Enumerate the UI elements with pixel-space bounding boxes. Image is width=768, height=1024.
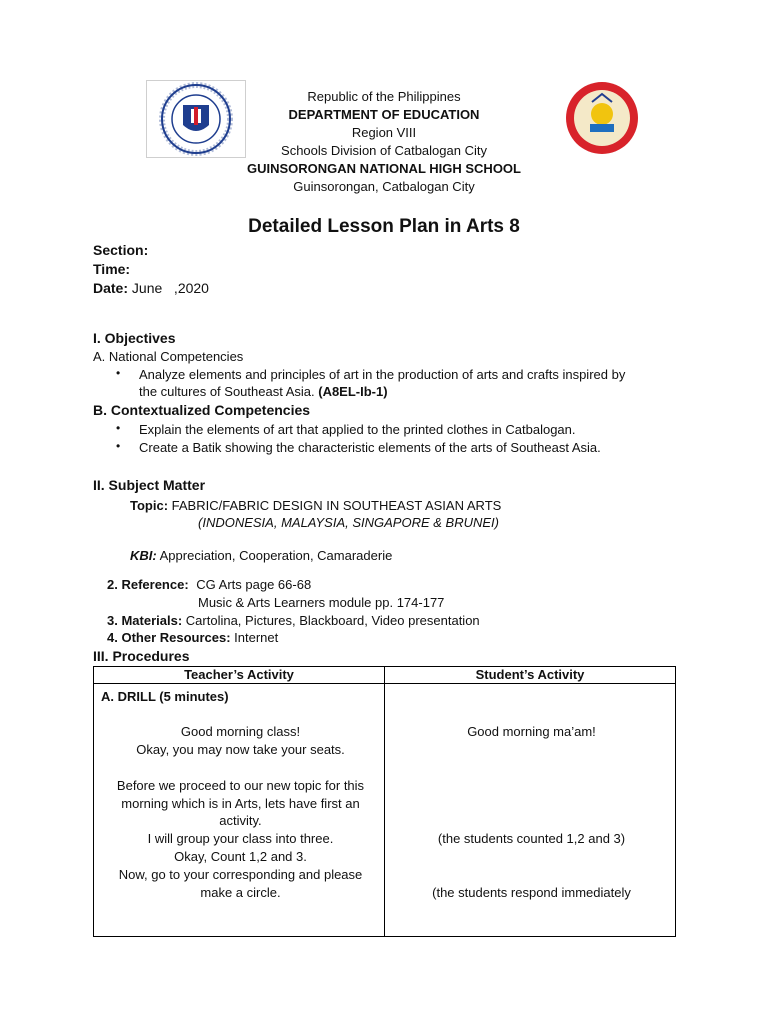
national-item-code: (A8EL-Ib-1) (318, 384, 388, 399)
contextualized-item-1: Explain the elements of art that applied to the printed clothes in Catbalogan. (139, 422, 576, 437)
section-label: Section: (93, 242, 149, 258)
teacher-line: Okay, Count 1,2 and 3. (174, 849, 307, 864)
teacher-line: Now, go to your corresponding and please (118, 867, 363, 882)
topic-countries: (INDONESIA, MALAYSIA, SINGAPORE & BRUNEI) (198, 515, 499, 530)
teacher-line: Before we proceed to our new topic for this (116, 778, 365, 793)
header-division: Schools Division of Catbalogan City (281, 143, 487, 158)
drill-label: A. DRILL (5 minutes) (101, 689, 229, 704)
header-department: DEPARTMENT OF EDUCATION (288, 107, 480, 122)
student-line: (the students counted 1,2 and 3) (437, 831, 626, 846)
contextualized-item-2: Create a Batik showing the characteristic elements of the arts of Southeast Asia. (139, 440, 601, 455)
contextualized-competencies-heading: B. Contextualized Competencies (93, 402, 311, 418)
kbi-value: Appreciation, Cooperation, Camaraderie (159, 548, 393, 563)
teacher-line: morning which is in Arts, lets have first an (121, 796, 360, 811)
teacher-line: activity. (219, 813, 262, 828)
student-line: Good morning ma’am! (467, 724, 596, 739)
teacher-activity-cell (94, 684, 385, 937)
date-label: Date: (93, 280, 129, 296)
national-competencies-heading: A. National Competencies (93, 349, 244, 364)
teacher-line: Okay, you may now take your seats. (136, 742, 345, 757)
procedures-heading: III. Procedures (93, 648, 190, 664)
kbi-label: KBI: (130, 548, 157, 563)
time-label: Time: (93, 261, 131, 277)
teacher-line: I will group your class into three. (147, 831, 334, 846)
reference-value-2: Music & Arts Learners module pp. 174-177 (198, 595, 445, 610)
header-region: Region VIII (351, 125, 417, 140)
national-item-line2: the cultures of Southeast Asia. (139, 384, 315, 399)
header-school: GUINSORONGAN NATIONAL HIGH SCHOOL (247, 161, 521, 176)
topic-label: Topic: (130, 498, 169, 513)
materials-value: Cartolina, Pictures, Blackboard, Video presentation (185, 613, 480, 628)
date-value: June ,2020 (131, 280, 209, 296)
header-address: Guinsorongan, Catbalogan City (293, 179, 475, 194)
topic-value: FABRIC/FABRIC DESIGN IN SOUTHEAST ASIAN ARTS (171, 498, 502, 513)
header-republic: Republic of the Philippines (307, 89, 461, 104)
table-row (94, 684, 676, 937)
teacher-line: Good morning class! (180, 724, 301, 739)
objectives-heading: I. Objectives (93, 330, 176, 346)
other-resources-label: 4. Other Resources: (107, 630, 231, 645)
teacher-line: make a circle. (200, 885, 281, 900)
other-resources-value: Internet (234, 630, 279, 645)
student-activity-cell (385, 684, 676, 937)
bullet-icon: • (116, 366, 121, 380)
student-activity-header: Student’s Activity (385, 667, 676, 684)
bullet-icon: • (116, 439, 121, 453)
teacher-activity-header: Teacher’s Activity (94, 667, 385, 684)
reference-value-1: CG Arts page 66-68 (196, 577, 312, 592)
reference-label: 2. Reference: (107, 577, 189, 592)
subject-matter-heading: II. Subject Matter (93, 477, 206, 493)
table-header-row (94, 667, 676, 684)
bullet-icon: • (116, 421, 121, 435)
materials-label: 3. Materials: (107, 613, 183, 628)
national-item-line1: Analyze elements and principles of art in the production of arts and crafts inspired by (139, 367, 626, 382)
student-line: (the students respond immediately (432, 885, 631, 900)
page-title: Detailed Lesson Plan in Arts 8 (248, 216, 520, 237)
procedures-table (93, 666, 676, 937)
